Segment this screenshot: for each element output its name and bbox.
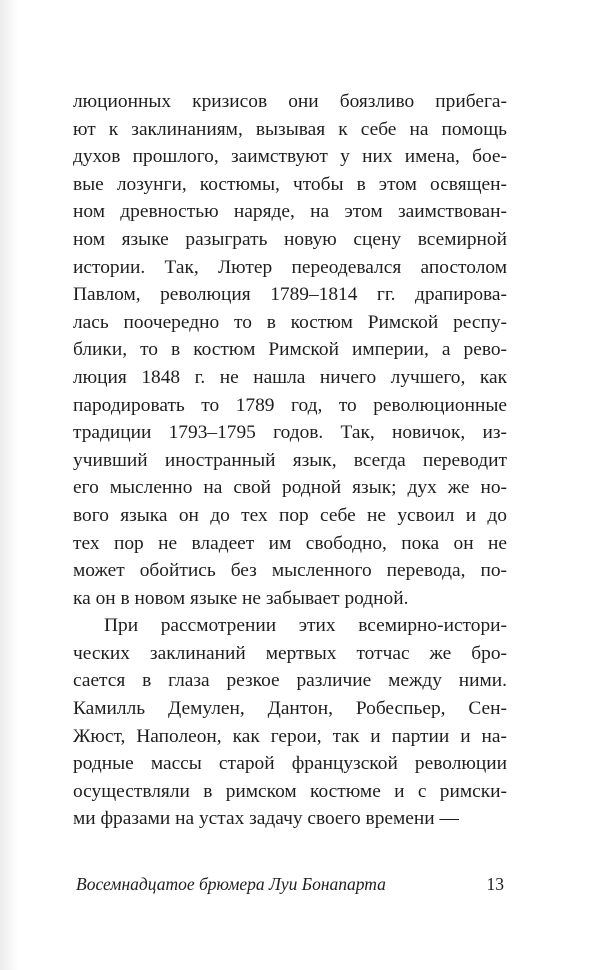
text-line: Камилль Демулен, Дантон, Робеспьер, Сен- xyxy=(73,698,507,720)
text-line: Павлом, революция 1789–1814 гг. драпирова- xyxy=(73,284,507,306)
text-line: ческих заклинаний мертвых тотчас же бро- xyxy=(73,642,507,664)
text-line: учивший иностранный язык, всегда переводит xyxy=(73,449,507,471)
page-number: 13 xyxy=(486,874,504,894)
text-line: традиции 1793–1795 годов. Так, новичок, из- xyxy=(73,422,507,444)
text-line: родные массы старой французской революции xyxy=(73,753,507,775)
text-line: сается в глаза резкое различие между ними. xyxy=(73,670,507,692)
running-title: Восемнадцатое брюмера Луи Бонапарта xyxy=(76,874,386,894)
page-edge-shadow xyxy=(0,0,18,970)
text-line: ми фразами на устах задачу своего времени — xyxy=(73,808,459,830)
page-body xyxy=(73,88,507,833)
text-line: может обойтись без мысленного перевода, по- xyxy=(73,560,507,582)
text-line: ном древностью наряде, на этом заимствован- xyxy=(73,201,507,223)
text-line: ном языке разыграть новую сцену всемирной xyxy=(73,228,507,250)
text-line: люция 1848 г. не нашла ничего лучшего, как xyxy=(73,366,507,388)
text-line: истории. Так, Лютер переодевался апостолом xyxy=(73,256,507,278)
text-line: При рассмотрении этих всемирно-истори- xyxy=(104,615,507,637)
text-line: лась поочередно то в костюм Римской респу- xyxy=(73,311,507,333)
paragraph xyxy=(73,612,507,833)
text-line: тех пор не владеет им свободно, пока он не xyxy=(73,532,507,554)
text-line: вого языка он до тех пор себе не усвоил и до xyxy=(73,504,507,526)
text-line: вые лозунги, костюмы, чтобы в этом освящен- xyxy=(73,173,507,195)
text-line: Жюст, Наполеон, как герои, так и партии и на- xyxy=(73,725,507,747)
text-line: осуществляли в римском костюме и с римски- xyxy=(73,780,507,802)
paragraph xyxy=(73,88,507,612)
text-line: духов прошлого, заимствуют у них имена, бое- xyxy=(73,146,507,168)
page-footer xyxy=(76,872,504,896)
text-line: ют к заклинаниям, вызывая к себе на помощь xyxy=(73,118,507,140)
text-line: блики, то в костюм Римской империи, а рево- xyxy=(73,339,507,361)
text-line: ка он в новом языке не забывает родной. xyxy=(73,587,409,609)
text-line: пародировать то 1789 год, то революционные xyxy=(73,394,507,416)
text-line: люционных кризисов они боязливо прибега- xyxy=(73,91,507,112)
text-line: его мысленно на свой родной язык; дух же но- xyxy=(73,477,507,499)
